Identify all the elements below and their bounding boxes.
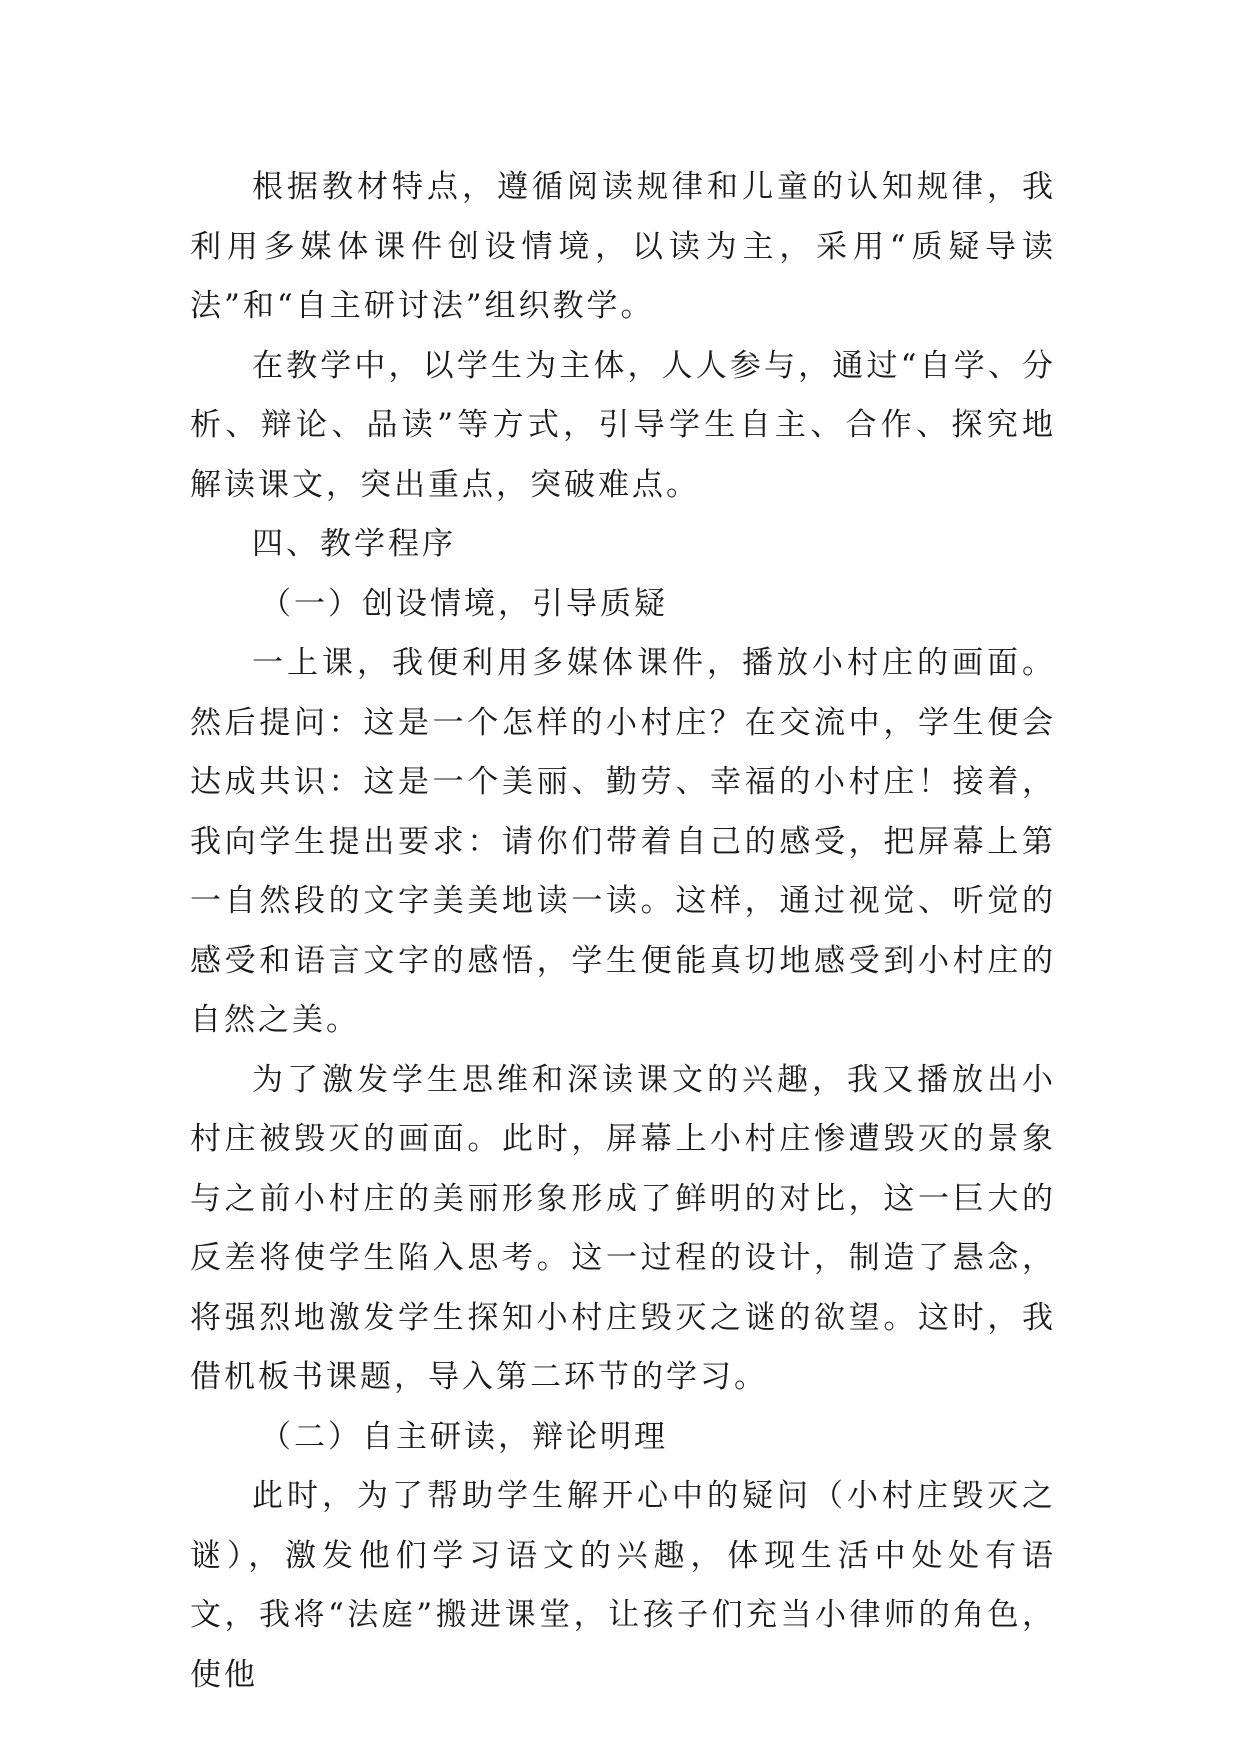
document-page xyxy=(190,158,1056,1705)
paragraph-village-destroyed: 为了激发学生思维和深读课文的兴趣，我又播放出小村庄被毁灭的画面。此时，屏幕上小村庄惨遭毁灭的景象与之前小村庄的美丽形象形成了鲜明的对比，这一巨大的反差将使学生陷入思考。这一过程的设计，制造了悬念，将强烈地激发学生探知小村庄毁灭之谜的欲望。这时，我借机板书课题，导入第二环节的学习。 xyxy=(190,1061,1056,1395)
subsection-title-two: （二）自主研读，辩论明理 xyxy=(260,1418,668,1455)
section-title-teaching-procedure: 四、教学程序 xyxy=(252,526,456,562)
paragraph-teaching-method: 根据教材特点，遵循阅读规律和儿童的认知规律，我利用多媒体课件创设情境，以读为主，采用“质疑导读法”和“自主研讨法”组织教学。 xyxy=(190,169,1056,324)
paragraph-class-opening: 一上课，我便利用多媒体课件，播放小村庄的画面。然后提问：这是一个怎样的小村庄？在交流中，学生便会达成共识：这是一个美丽、勤劳、幸福的小村庄！接着，我向学生提出要求：请你们带着自己的感受，把屏幕上第一自然段的文字美美地读一读。这样，通过视觉、听觉的感受和语言文字的感悟，学生便能真切地感受到小村庄的自然之美。 xyxy=(190,645,1056,1038)
subsection-title-one: （一）创设情境，引导质疑 xyxy=(260,585,668,622)
paragraph-courtroom: 此时，为了帮助学生解开心中的疑问（小村庄毁灭之谜），激发他们学习语文的兴趣，体现生活中处处有语文，我将“法庭”搬进课堂，让孩子们充当小律师的角色，使他 xyxy=(190,1478,1056,1693)
paragraph-student-centered: 在教学中，以学生为主体，人人参与，通过“自学、分析、辩论、品读”等方式，引导学生自主、合作、探究地解读课文，突出重点，突破难点。 xyxy=(190,347,1056,503)
